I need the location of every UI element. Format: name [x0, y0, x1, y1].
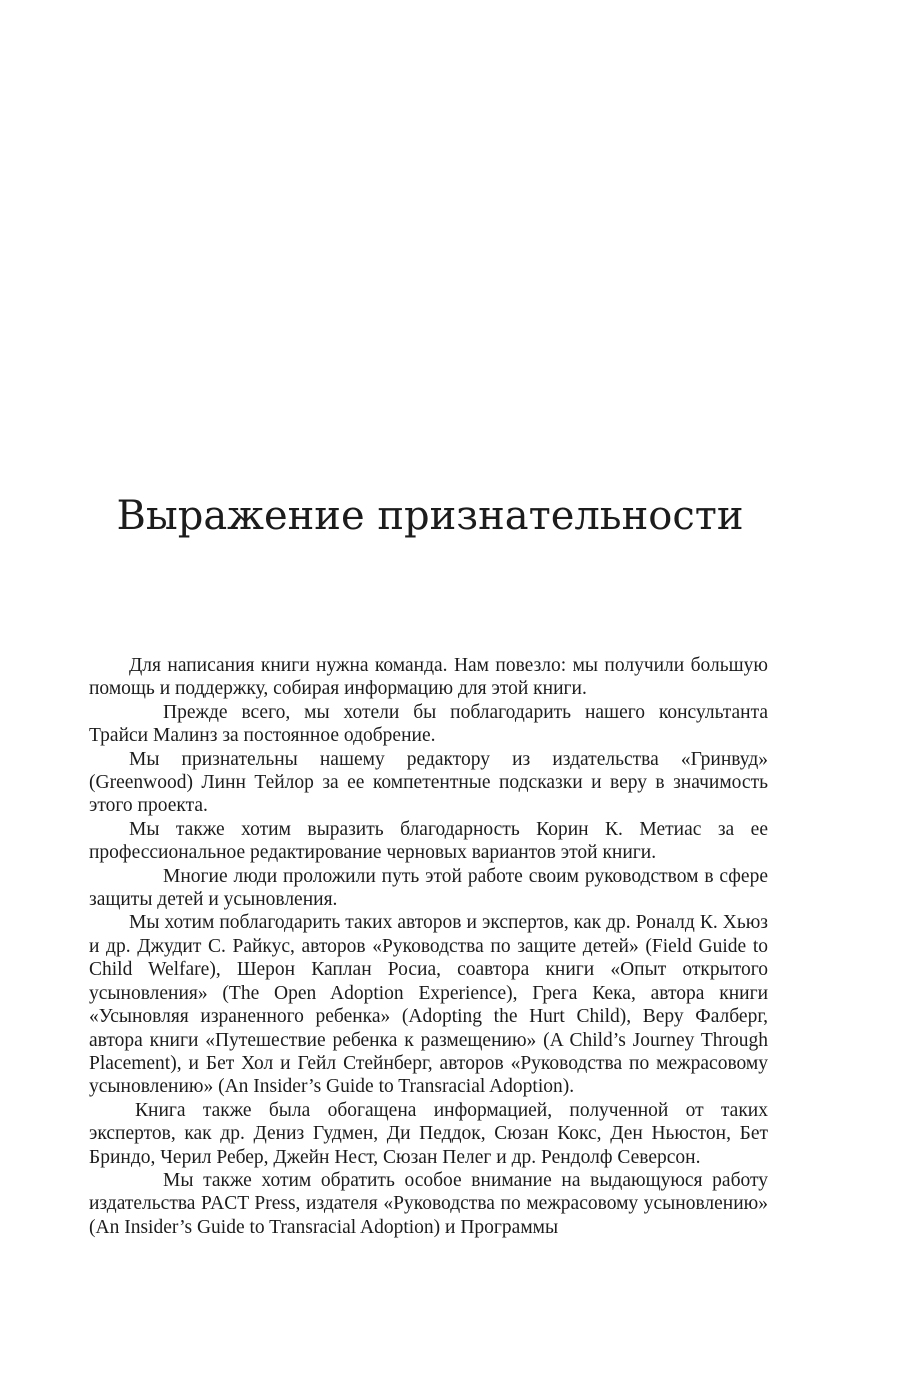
paragraph-3: Мы признательны нашему редактору из издательства «Гринвуд» (Greenwood) Линн Тейлор за ее компетентные подсказки и веру в значимость этого проекта. — [89, 748, 768, 817]
paragraph-7: Книга также была обогащена информацией, полученной от таких экспертов, как др. Дениз Гудмен, Ди Педдок, Сюзан Кокс, Ден Ньюстон, Бет Бриндо, Черил Ребер, Джейн Нест, Сюзан Пелег и др. Рендолф Северсон. — [89, 1099, 768, 1168]
paragraph-5: Многие люди проложили путь этой работе своим руководством в сфере защиты детей и усыновления. — [89, 865, 768, 911]
paragraph-4: Мы также хотим выразить благодарность Корин К. Метиас за ее профессиональное редактирование черновых вариантов этой книги. — [89, 818, 768, 864]
paragraph-8: Мы также хотим обратить особое внимание на выдающуюся работу издательства PACT Press, издателя «Руководства по межрасовому усыновлению» (An Insider’s Guide to Transracial Adoption) и Программы — [89, 1169, 768, 1238]
paragraph-1: Для написания книги нужна команда. Нам повезло: мы получили большую помощь и поддержку, собирая информацию для этой книги. — [89, 655, 768, 700]
acknowledgements-text — [89, 654, 768, 1239]
paragraph-2: Прежде всего, мы хотели бы поблагодарить нашего консультанта Трайси Малинз за постоянное одобрение. — [89, 701, 768, 747]
chapter-title: Выражение признательности — [116, 493, 744, 539]
paragraph-6: Мы хотим поблагодарить таких авторов и экспертов, как др. Роналд К. Хьюз и др. Джудит С. Райкус, авторов «Руководства по защите детей» (Field Guide to Child Welfare), Шерон Каплан Росиа, соавтора книги «Опыт открытого усыновления» (The Open Adoption Experience), Грега Кека, автора книги «Усыновляя израненного ребенка» (Adopting the Hurt Child), Веру Фалберг, автора книги «Путешествие ребенка к размещению» (A Child’s Journey Through Placement), и Бет Хол и Гейл Стейнберг, авторов «Руководства по межрасовому усыновлению» (An Insider’s Guide to Transracial Adoption). — [89, 912, 768, 1098]
